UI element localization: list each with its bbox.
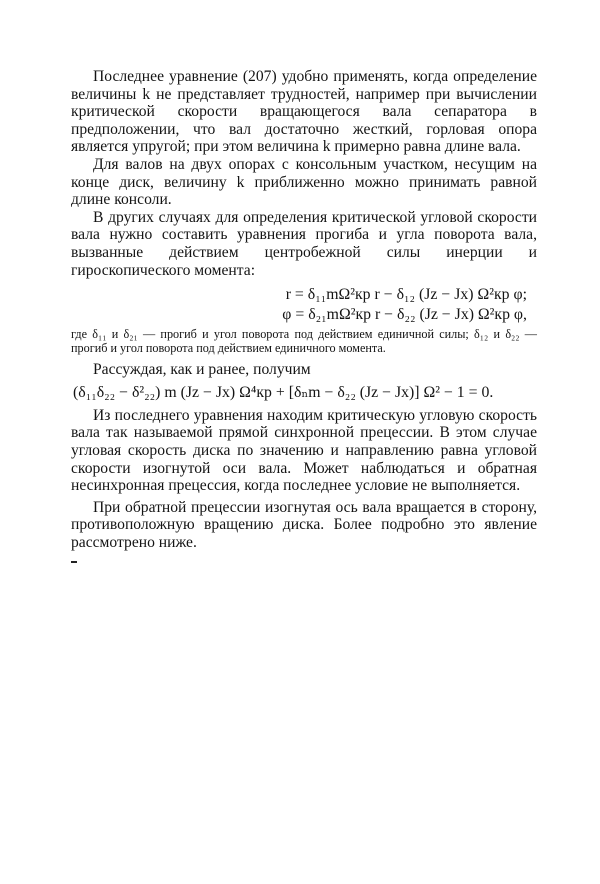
equation-critical-speed: (δ₁₁δ₂₂ − δ²₂₂) m (Jz − Jx) Ω⁴кр + [δₙm − δ₂₂ (Jz − Jx)] Ω² − 1 = 0. bbox=[73, 383, 494, 401]
text-block bbox=[71, 68, 537, 551]
paragraph-4: Рассуждая, как и ранее, получим bbox=[93, 361, 311, 379]
paragraph-2: Для валов на двух опорах с консольным участком, несущим на конце диск, величину k приближенно можно принимать равной длине консоли. bbox=[71, 155, 537, 209]
paragraph-6: При обратной прецессии изогнутая ось вала вращается в сторону, противоположную вращению диска. Более подробно это явление рассмотрено ниже. bbox=[71, 498, 537, 551]
paragraph-5: Из последнего уравнения находим критическую угловую скорость вала так называемой прямой синхронной прецессии. В этом случае угловая скорость диска по значению и направлению равна угловой скорости изогнутой оси вала. Может наблюдаться и обратная несинхронная прецессия, когда последнее условие не выполняется. bbox=[71, 406, 537, 495]
footnote-definitions: где δ₁₁ и δ₂₁ — прогиб и угол поворота под действием единичной силы; δ₁₂ и δ₂₂ — прогиб и угол поворота под действием единичного момента. bbox=[71, 327, 537, 356]
equation-rotation-angle: φ = δ₂₁mΩ²кр r − δ₂₂ (Jz − Jx) Ω²кр φ, bbox=[282, 306, 527, 324]
stray-dash-mark bbox=[71, 561, 77, 563]
equation-deflection: r = δ₁₁mΩ²кр r − δ₁₂ (Jz − Jx) Ω²кр φ; bbox=[285, 286, 527, 304]
paragraph-3: В других случаях для определения критической угловой скорости вала нужно составить уравнения прогиба и угла поворота вала, вызванные действием центробежной силы инерции и гироскопического момента: bbox=[71, 208, 537, 279]
paragraph-1: Последнее уравнение (207) удобно применять, когда определение величины k не представляет трудностей, например при вычислении критической скорости вращающегося вала сепаратора в предположении, что вал достаточно жесткий, горловая опора является упругой; при этом величина k примерно равна длине вала. bbox=[71, 68, 537, 156]
